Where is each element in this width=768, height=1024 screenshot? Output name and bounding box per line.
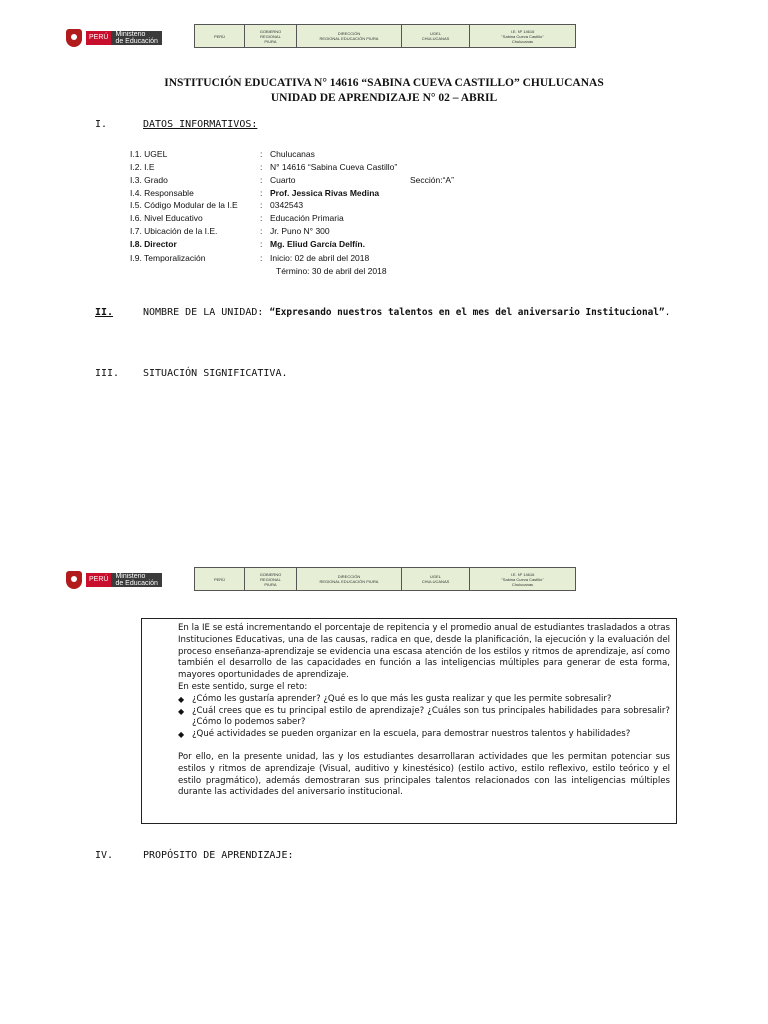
peru-label: PERÚ (86, 31, 111, 45)
header-cell: I.E. Nº 14616 "Sabina Cueva Castillo" Chulucanas (501, 28, 544, 44)
challenge-list (178, 694, 670, 741)
header-cell: DIRECCIÓN REGIONAL EDUCACIÓN PIURA (297, 568, 402, 590)
header-cell: PERÚ (195, 568, 245, 590)
challenge-item: ◆ ¿Cómo les gustaría aprender? ¿Qué es lo que más les gusta realizar y que les permite sobresalir? (178, 694, 670, 706)
situation-box (141, 618, 677, 824)
situation-paragraph: Por ello, en la presente unidad, las y los estudiantes desarrollaran actividades que les permitan potenciar sus estilos y ritmos de aprendizaje (Visual, auditivo y kinestésico) (estilo activo, estilo reflexivo, estilo teórico y el estilo pragmático), además demostraran sus principales talentos relacionados con las inteligencias múltiples durante las actividades del aniversario institucional. (178, 751, 670, 798)
minedu-logo (66, 29, 162, 47)
header-cell: DIRECCIÓN REGIONAL EDUCACIÓN PIURA (297, 25, 402, 47)
header-cell: GOBIERNO REGIONAL PIURA (245, 25, 297, 47)
header-cell: PERÚ (195, 25, 245, 47)
header-cell: I.E. Nº 14616 "Sabina Cueva Castillo" Chulucanas (501, 571, 544, 587)
ministerio-label: Ministerio de Educación (111, 573, 161, 587)
peru-label: PERÚ (86, 573, 111, 587)
situation-paragraph: En este sentido, surge el reto: (178, 681, 308, 692)
section-heading-3: III. SITUACIÓN SIGNIFICATIVA. (95, 368, 288, 379)
ministerio-label: Ministerio de Educación (111, 31, 161, 45)
header-cell: GOBIERNO REGIONAL PIURA (245, 568, 297, 590)
peru-shield-icon (66, 571, 82, 589)
peru-shield-icon (66, 29, 82, 47)
section-heading-1: I. DATOS INFORMATIVOS: (95, 119, 258, 130)
header-cell: UGEL CHULUCANAS (402, 25, 470, 47)
header-table (194, 24, 576, 48)
section-heading-2: II. NOMBRE DE LA UNIDAD: “Expresando nuestros talentos en el mes del aniversario Institucional”. (95, 307, 671, 318)
document-title: INSTITUCIÓN EDUCATIVA N° 14616 “SABINA CUEVA CASTILLO” CHULUCANAS (164, 77, 604, 89)
challenge-item: ◆ ¿Qué actividades se pueden organizar en la escuela, para demostrar nuestros talentos y habilidades? (178, 729, 670, 741)
document-subtitle: UNIDAD DE APRENDIZAJE N° 02 – ABRIL (270, 92, 498, 104)
section-heading-4: IV. PROPÓSITO DE APRENDIZAJE: (95, 850, 294, 861)
header-table (194, 567, 576, 591)
challenge-item: ◆ ¿Cuál crees que es tu principal estilo de aprendizaje? ¿Cuáles son tus principales habilidades para sobresalir? ¿Cómo lo podemos saber? (178, 706, 670, 730)
minedu-logo (66, 571, 162, 589)
header-cell: UGEL CHULUCANAS (402, 568, 470, 590)
situation-paragraph: En la IE se está incrementando el porcentaje de repitencia y el promedio anual de estudiantes trasladados a otras Instituciones Educativas, una de las causas, radica en que, desde la planificación, la ejecución y la evaluación del proceso enseñanza-aprendizaje se evidencia una escasa atención de los estilos y ritmos de aprendizaje, así como también el desarrollo de las capacidades en función a las inteligencias múltiples para generar de esta forma, mayores oportunidades de aprendizaje. (178, 623, 670, 681)
